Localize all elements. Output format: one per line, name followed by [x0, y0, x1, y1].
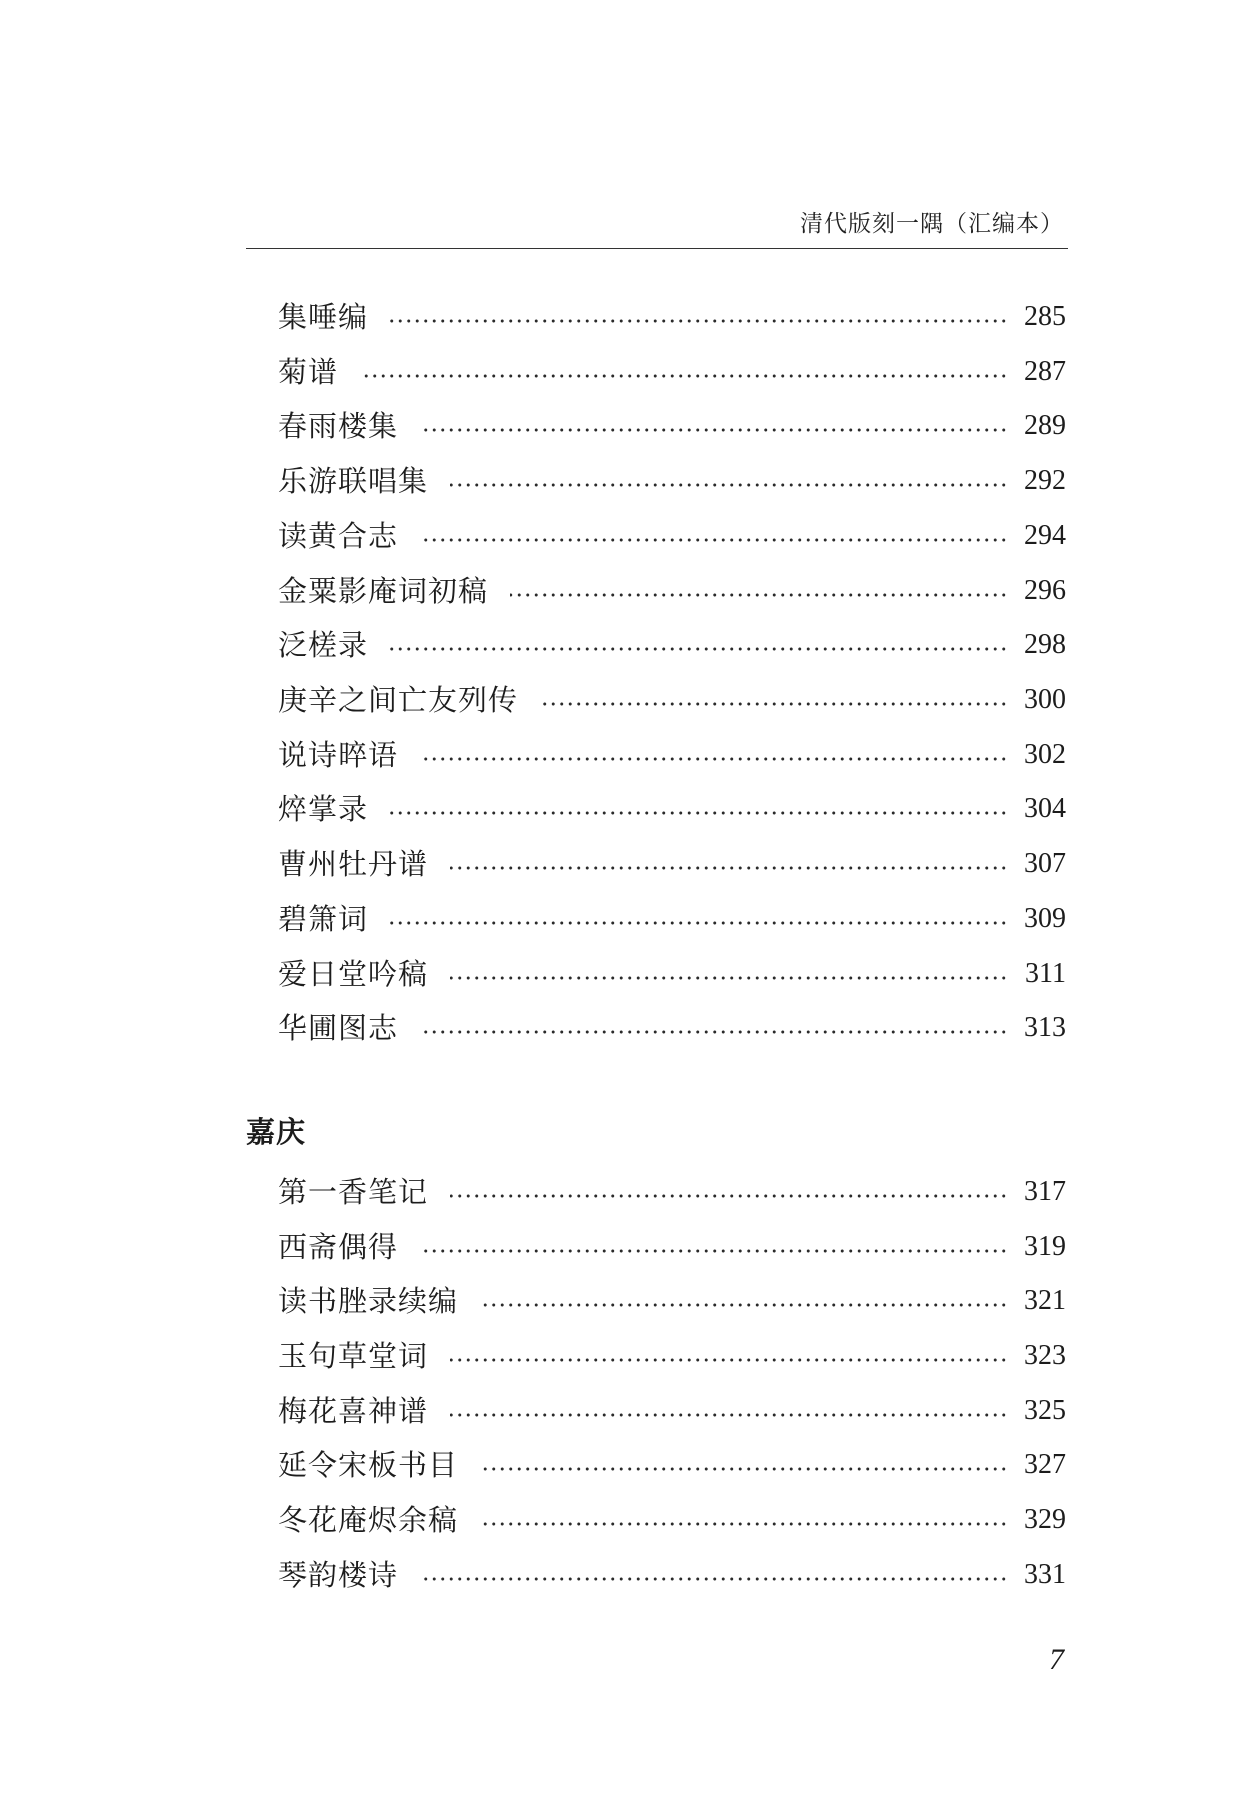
- toc-entry-page: 319: [1024, 1231, 1066, 1262]
- toc-entry: [278, 785, 1066, 833]
- toc-entry: [278, 950, 1066, 998]
- toc-entry-page: 287: [1024, 356, 1066, 387]
- dot-leader: [390, 319, 1008, 323]
- toc-entry: [278, 293, 1066, 341]
- toc-entry: [278, 895, 1066, 943]
- toc-entry-title: 春雨楼集: [278, 409, 399, 443]
- toc-entry: [278, 1441, 1066, 1489]
- toc-entry-title: 西斋偶得: [278, 1230, 399, 1264]
- dot-leader: [420, 1577, 1008, 1581]
- dot-leader: [420, 1249, 1008, 1253]
- toc-entry-page: 321: [1024, 1285, 1066, 1316]
- toc-entry-page: 285: [1024, 301, 1066, 332]
- toc-entry: [278, 348, 1066, 396]
- running-header: [246, 205, 1068, 249]
- dot-leader: [390, 647, 1008, 651]
- toc-entry-page: 289: [1024, 410, 1066, 441]
- toc-entry: [278, 1277, 1066, 1325]
- toc-entry-page: 323: [1024, 1340, 1066, 1371]
- toc-entry: [278, 1004, 1066, 1052]
- toc-entry: [278, 676, 1066, 724]
- dot-leader: [420, 538, 1008, 542]
- toc-entry-page: 329: [1024, 1504, 1066, 1535]
- toc-entry-page: 317: [1024, 1176, 1066, 1207]
- toc-entry-title: 读书脞录续编: [278, 1284, 459, 1318]
- toc-entry: [278, 402, 1066, 450]
- dot-leader: [540, 702, 1008, 706]
- toc-entry: [278, 1332, 1066, 1380]
- toc-entry: [278, 621, 1066, 669]
- toc-entry-page: 327: [1024, 1449, 1066, 1480]
- dot-leader: [360, 374, 1008, 378]
- toc-entry: [278, 1168, 1066, 1216]
- toc-entry: [278, 1551, 1066, 1599]
- dot-leader: [450, 1194, 1008, 1198]
- toc-entry-page: 296: [1024, 575, 1066, 606]
- dot-leader: [450, 1358, 1008, 1362]
- toc-entry-title: 焠掌录: [278, 792, 369, 826]
- toc-entry-title: 冬花庵烬余稿: [278, 1503, 459, 1537]
- toc-entry-title: 曹州牡丹谱: [278, 847, 429, 881]
- toc-entry: [278, 512, 1066, 560]
- toc-entry-title: 玉句草堂词: [278, 1339, 429, 1373]
- toc-entry-page: 309: [1024, 903, 1066, 934]
- toc-entry-page: 311: [1025, 958, 1066, 989]
- dot-leader: [450, 1413, 1008, 1417]
- toc-entry-title: 说诗晬语: [278, 738, 399, 772]
- toc-entry: [278, 840, 1066, 888]
- toc-entry-page: 302: [1024, 739, 1066, 770]
- toc-entry-page: 294: [1024, 520, 1066, 551]
- toc-entry-title: 琴韵楼诗: [278, 1558, 399, 1592]
- dot-leader: [420, 757, 1008, 761]
- toc-entry-title: 乐游联唱集: [278, 464, 429, 498]
- toc-entry: [278, 1496, 1066, 1544]
- toc-entry-page: 331: [1024, 1559, 1066, 1590]
- toc-entry-title: 碧箫词: [278, 902, 369, 936]
- toc-entry-page: 304: [1024, 793, 1066, 824]
- toc-entry-title: 泛槎录: [278, 628, 369, 662]
- toc-entry-title: 金粟影庵词初稿: [278, 574, 489, 608]
- dot-leader: [390, 921, 1008, 925]
- toc-entry-page: 307: [1024, 848, 1066, 879]
- dot-leader: [480, 1522, 1008, 1526]
- dot-leader: [420, 1030, 1008, 1034]
- toc-entry-page: 292: [1024, 465, 1066, 496]
- dot-leader: [480, 1303, 1008, 1307]
- dot-leader: [390, 811, 1008, 815]
- dot-leader: [420, 428, 1008, 432]
- toc-entry-title: 庚辛之间亡友列传: [278, 683, 519, 717]
- dot-leader: [480, 1467, 1008, 1471]
- dot-leader: [450, 976, 1008, 980]
- running-header-title: 清代版刻一隅（汇编本）: [800, 211, 1064, 237]
- toc-entry: [278, 1387, 1066, 1435]
- dot-leader: [510, 593, 1008, 597]
- toc-entry: [278, 567, 1066, 615]
- toc-entry-page: 325: [1024, 1395, 1066, 1426]
- toc-entry-page: 313: [1024, 1012, 1066, 1043]
- toc-entry-title: 延令宋板书目: [278, 1448, 459, 1482]
- toc-entry: [278, 457, 1066, 505]
- toc-entry-title: 梅花喜神谱: [278, 1394, 429, 1428]
- section-heading-jiaqing: 嘉庆: [246, 1115, 307, 1149]
- toc-entry-page: 300: [1024, 684, 1066, 715]
- page-number: 7: [1049, 1643, 1064, 1676]
- toc-entry: [278, 1223, 1066, 1271]
- toc-entry-title: 爱日堂吟稿: [278, 957, 429, 991]
- toc-entry-title: 菊谱: [278, 355, 339, 389]
- toc-entry-title: 第一香笔记: [278, 1175, 429, 1209]
- dot-leader: [450, 866, 1008, 870]
- toc-entry-title: 读黄合志: [278, 519, 399, 553]
- toc-entry: [278, 731, 1066, 779]
- dot-leader: [450, 483, 1008, 487]
- toc-entry-title: 华圃图志: [278, 1011, 399, 1045]
- toc-entry-page: 298: [1024, 629, 1066, 660]
- toc-entry-title: 集唾编: [278, 300, 369, 334]
